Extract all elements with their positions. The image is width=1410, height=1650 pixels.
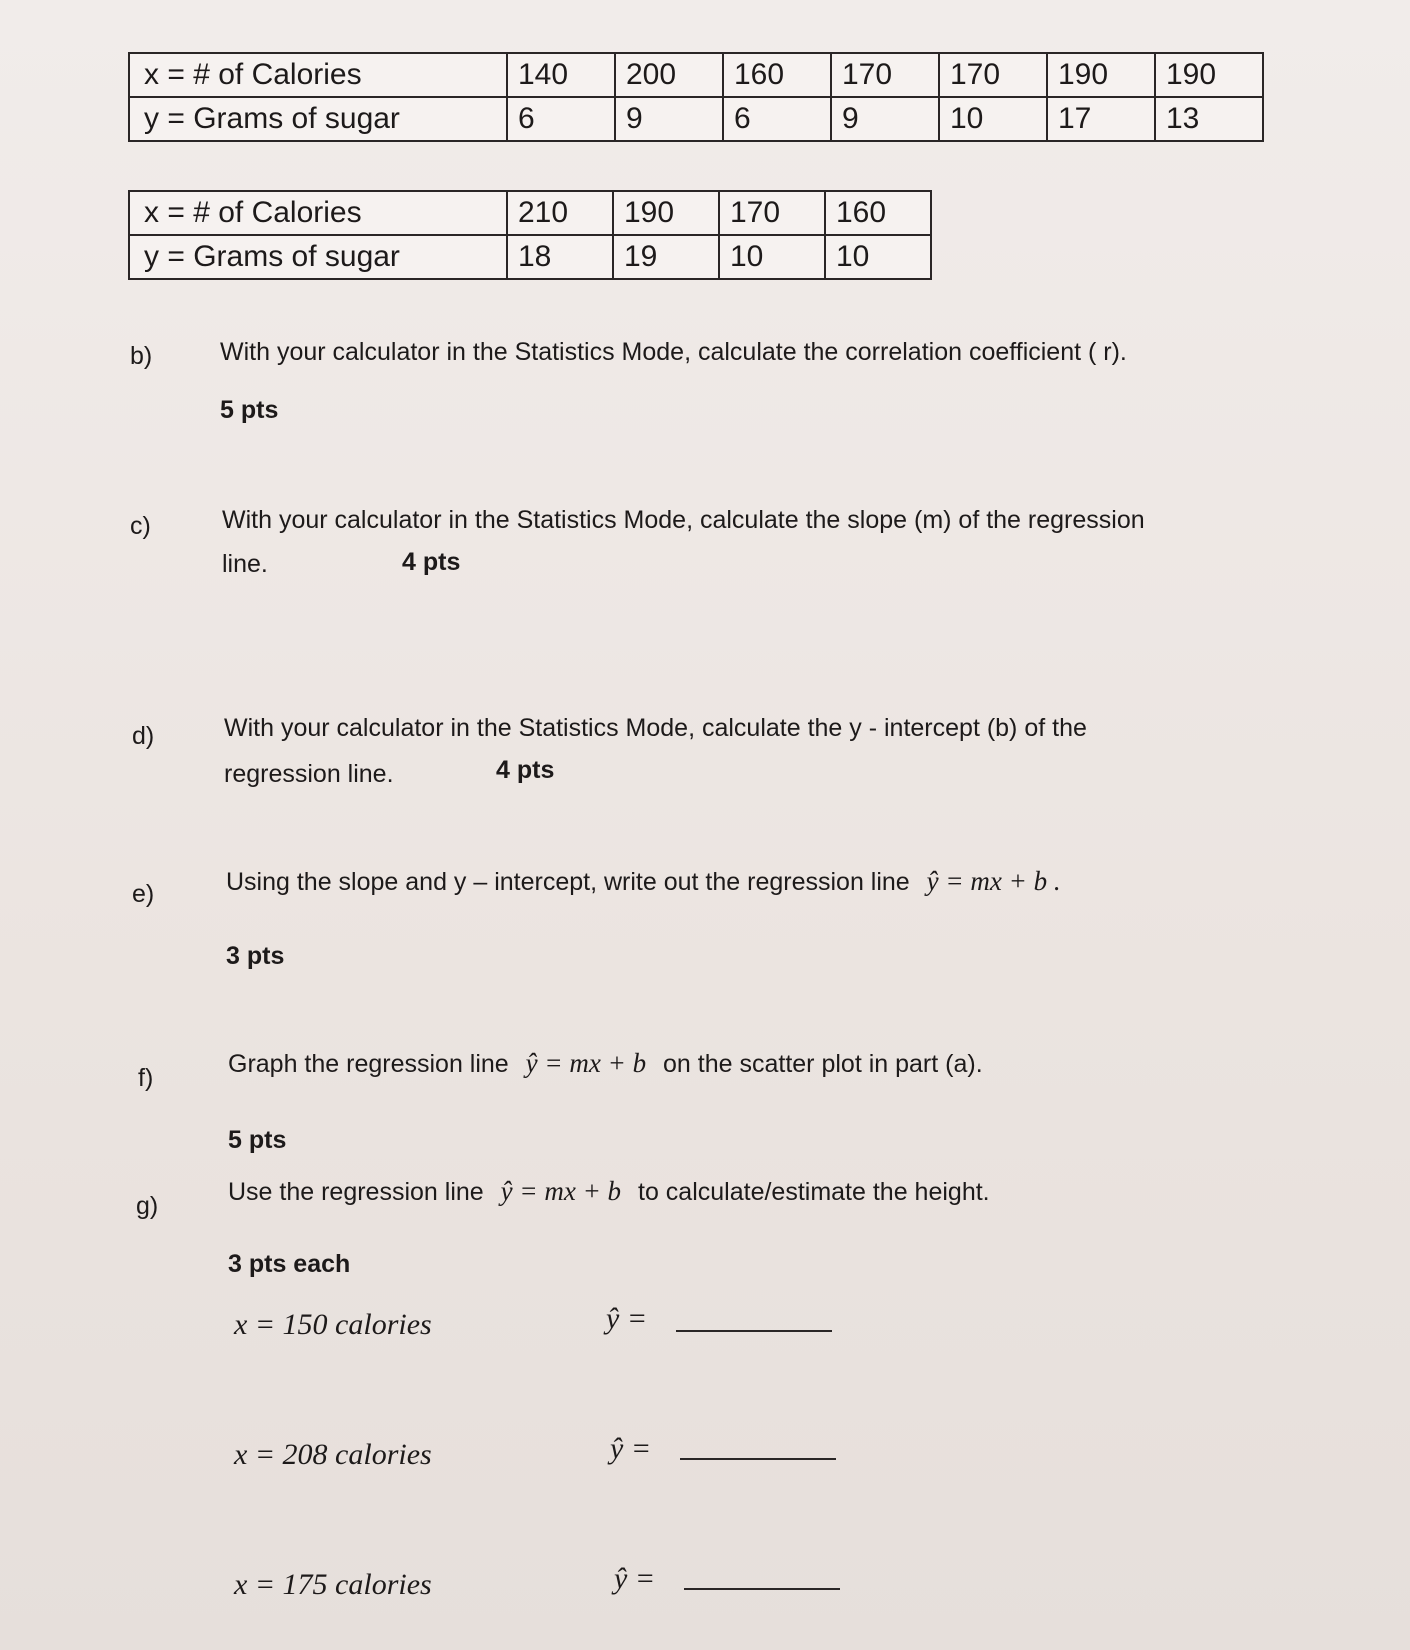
question-e-line — [226, 866, 1061, 897]
table-cell: 170 — [939, 53, 1047, 97]
table-cell: 10 — [939, 97, 1047, 141]
x-label: x = # of Calories — [129, 191, 507, 235]
regression-formula: ŷ = mx + b — [500, 1176, 622, 1206]
question-d-points: 4 pts — [496, 756, 555, 784]
table-cell: 18 — [507, 235, 613, 279]
question-b-letter: b) — [130, 342, 153, 370]
question-c-text-2: line. — [222, 550, 268, 578]
data-table-1 — [128, 52, 1264, 142]
question-b-text: With your calculator in the Statistics Mode, calculate the correlation coefficient ( r). — [220, 338, 1127, 366]
table-cell: 170 — [831, 53, 939, 97]
table-cell: 170 — [719, 191, 825, 235]
table-cell: 10 — [719, 235, 825, 279]
table-cell: 9 — [831, 97, 939, 141]
table-cell: 160 — [723, 53, 831, 97]
question-f-line — [228, 1048, 983, 1079]
answer-blank-175[interactable] — [684, 1588, 840, 1590]
table-cell: 6 — [507, 97, 615, 141]
table-cell: 19 — [613, 235, 719, 279]
question-d-text: With your calculator in the Statistics Mode, calculate the y - intercept (b) of the — [224, 714, 1087, 742]
y-label: y = Grams of sugar — [129, 235, 507, 279]
question-f-text-after: on the scatter plot in part (a). — [663, 1050, 983, 1078]
question-e-points: 3 pts — [226, 942, 285, 970]
question-c-points: 4 pts — [402, 548, 461, 576]
answer-blank-208[interactable] — [680, 1458, 836, 1460]
question-b-points: 5 pts — [220, 396, 279, 424]
calc-yhat-label: ŷ = — [606, 1302, 648, 1335]
question-f-text-before: Graph the regression line — [228, 1050, 509, 1078]
question-d-text-2: regression line. — [224, 760, 394, 788]
question-e-text: Using the slope and y – intercept, write out the regression line — [226, 868, 910, 896]
regression-formula: ŷ = mx + b — [525, 1048, 647, 1078]
regression-formula: ŷ = mx + b . — [926, 866, 1061, 896]
table-cell: 210 — [507, 191, 613, 235]
table-cell: 190 — [613, 191, 719, 235]
y-label: y = Grams of sugar — [129, 97, 507, 141]
table-cell: 13 — [1155, 97, 1263, 141]
question-g-line — [228, 1176, 990, 1207]
question-c-text: With your calculator in the Statistics Mode, calculate the slope (m) of the regression — [222, 506, 1145, 534]
table-cell: 160 — [825, 191, 931, 235]
table-cell: 10 — [825, 235, 931, 279]
question-g-text-after: to calculate/estimate the height. — [638, 1178, 990, 1206]
question-e-letter: e) — [132, 880, 155, 908]
question-g-points: 3 pts each — [228, 1250, 351, 1278]
calc-yhat-label: ŷ = — [610, 1432, 652, 1465]
question-g-text-before: Use the regression line — [228, 1178, 484, 1206]
calc-x-175: x = 175 calories — [234, 1568, 432, 1601]
question-f-letter: f) — [138, 1064, 154, 1092]
table-row-y — [129, 235, 931, 279]
table-cell: 6 — [723, 97, 831, 141]
question-f-points: 5 pts — [228, 1126, 287, 1154]
table-row-x — [129, 191, 931, 235]
x-label: x = # of Calories — [129, 53, 507, 97]
calc-x-208: x = 208 calories — [234, 1438, 432, 1471]
table-cell: 190 — [1155, 53, 1263, 97]
table-cell: 140 — [507, 53, 615, 97]
answer-blank-150[interactable] — [676, 1330, 832, 1332]
question-d-letter: d) — [132, 722, 155, 750]
question-c-letter: c) — [130, 512, 151, 540]
table-cell: 190 — [1047, 53, 1155, 97]
calc-x-150: x = 150 calories — [234, 1308, 432, 1341]
table-row-y — [129, 97, 1263, 141]
table-row-x — [129, 53, 1263, 97]
table-cell: 9 — [615, 97, 723, 141]
table-cell: 17 — [1047, 97, 1155, 141]
calc-yhat-label: ŷ = — [614, 1562, 656, 1595]
question-g-letter: g) — [136, 1192, 159, 1220]
data-table-2 — [128, 190, 932, 280]
table-cell: 200 — [615, 53, 723, 97]
